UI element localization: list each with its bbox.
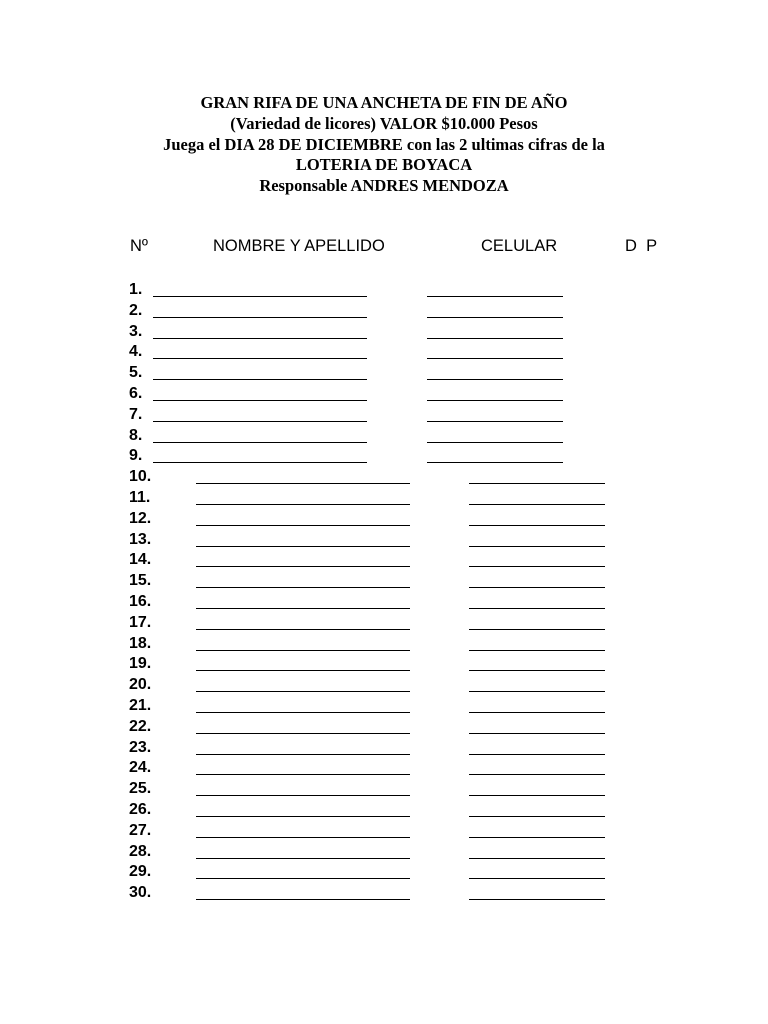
list-item — [0, 571, 768, 592]
list-item — [0, 322, 768, 343]
name-blank-line — [196, 733, 410, 734]
phone-blank-line — [427, 358, 563, 359]
name-blank-line — [153, 442, 367, 443]
name-blank-line — [196, 816, 410, 817]
list-item — [0, 550, 768, 571]
phone-blank-line — [469, 837, 605, 838]
list-item — [0, 842, 768, 863]
phone-blank-line — [469, 774, 605, 775]
list-item — [0, 363, 768, 384]
row-number: 7. — [129, 405, 143, 423]
list-item — [0, 738, 768, 759]
name-blank-line — [153, 358, 367, 359]
name-blank-line — [196, 691, 410, 692]
lottery-name-line: LOTERIA DE BOYACA — [295, 155, 473, 175]
phone-blank-line — [469, 629, 605, 630]
draw-date-line: Juega el DIA 28 DE DICIEMBRE con las 2 ultimas cifras de la — [163, 134, 605, 154]
list-item — [0, 821, 768, 842]
row-number: 27. — [129, 821, 152, 839]
name-blank-line — [196, 566, 410, 567]
name-blank-line — [153, 317, 367, 318]
list-item — [0, 384, 768, 405]
phone-blank-line — [469, 691, 605, 692]
row-number: 15. — [129, 572, 152, 590]
list-item — [0, 654, 768, 675]
phone-blank-line — [469, 650, 605, 651]
phone-blank-line — [469, 733, 605, 734]
name-blank-line — [196, 837, 410, 838]
list-item — [0, 883, 768, 904]
name-blank-line — [196, 483, 410, 484]
name-blank-line — [196, 504, 410, 505]
list-item — [0, 779, 768, 800]
phone-blank-line — [469, 899, 605, 900]
column-number: Nº — [130, 237, 148, 255]
row-number: 6. — [129, 385, 143, 402]
phone-blank-line — [469, 712, 605, 713]
row-number: 1. — [129, 281, 143, 298]
row-number: 9. — [129, 447, 143, 465]
list-item — [0, 717, 768, 738]
row-number: 25. — [129, 780, 152, 798]
row-number: 21. — [129, 697, 152, 714]
phone-blank-line — [469, 670, 605, 671]
phone-blank-line — [469, 483, 605, 484]
phone-blank-line — [469, 525, 605, 526]
name-blank-line — [196, 608, 410, 609]
list-item — [0, 446, 768, 467]
list-item — [0, 675, 768, 696]
row-number: 23. — [129, 738, 152, 756]
phone-blank-line — [427, 338, 563, 339]
name-blank-line — [196, 587, 410, 588]
list-item — [0, 280, 768, 301]
row-number: 30. — [129, 884, 152, 902]
row-number: 14. — [129, 551, 152, 569]
phone-blank-line — [469, 546, 605, 547]
phone-blank-line — [427, 442, 563, 443]
row-number: 10. — [129, 468, 152, 486]
phone-blank-line — [469, 504, 605, 505]
name-blank-line — [196, 774, 410, 775]
phone-blank-line — [469, 566, 605, 567]
list-item — [0, 862, 768, 883]
list-item — [0, 634, 768, 655]
list-item — [0, 342, 768, 363]
list-item — [0, 467, 768, 488]
row-number: 19. — [129, 655, 152, 673]
name-blank-line — [196, 650, 410, 651]
name-blank-line — [196, 858, 410, 859]
row-number: 24. — [129, 759, 152, 777]
row-number: 2. — [129, 301, 143, 319]
phone-blank-line — [469, 878, 605, 879]
name-blank-line — [196, 712, 410, 713]
row-number: 3. — [129, 322, 143, 340]
name-blank-line — [196, 546, 410, 547]
list-item — [0, 509, 768, 530]
row-number: 18. — [129, 634, 152, 652]
phone-blank-line — [427, 296, 563, 297]
name-blank-line — [196, 754, 410, 755]
name-blank-line — [153, 421, 367, 422]
name-blank-line — [153, 338, 367, 339]
phone-blank-line — [427, 379, 563, 380]
list-item — [0, 613, 768, 634]
phone-blank-line — [427, 317, 563, 318]
phone-blank-line — [469, 795, 605, 796]
list-item — [0, 488, 768, 509]
subtitle-price-line: (Variedad de licores) VALOR $10.000 Pesos — [230, 113, 538, 133]
name-blank-line — [153, 462, 367, 463]
name-blank-line — [196, 525, 410, 526]
row-number: 5. — [129, 364, 143, 382]
phone-blank-line — [469, 608, 605, 609]
list-item — [0, 758, 768, 779]
phone-blank-line — [469, 816, 605, 817]
column-headers — [0, 237, 768, 259]
phone-blank-line — [427, 400, 563, 401]
list-item — [0, 800, 768, 821]
column-name: NOMBRE Y APELLIDO — [213, 237, 385, 255]
title-line: GRAN RIFA DE UNA ANCHETA DE FIN DE AÑO — [200, 93, 568, 112]
row-number: 29. — [129, 863, 152, 881]
responsible-line: Responsable ANDRES MENDOZA — [259, 176, 509, 196]
list-item — [0, 696, 768, 717]
name-blank-line — [196, 878, 410, 879]
phone-blank-line — [469, 754, 605, 755]
name-blank-line — [196, 795, 410, 796]
column-phone: CELULAR — [481, 237, 558, 255]
row-number: 16. — [129, 593, 152, 610]
name-blank-line — [153, 296, 367, 297]
phone-blank-line — [469, 587, 605, 588]
column-dp: D P — [625, 237, 658, 255]
row-number: 11. — [129, 489, 151, 506]
phone-blank-line — [427, 462, 563, 463]
list-item — [0, 530, 768, 551]
row-number: 8. — [129, 426, 143, 444]
name-blank-line — [153, 400, 367, 401]
row-number: 22. — [129, 717, 152, 735]
list-item — [0, 592, 768, 613]
row-number: 26. — [129, 801, 152, 818]
list-item — [0, 426, 768, 447]
row-number: 4. — [129, 343, 143, 361]
phone-blank-line — [469, 858, 605, 859]
list-item — [0, 301, 768, 322]
phone-blank-line — [427, 421, 563, 422]
list-item — [0, 405, 768, 426]
name-blank-line — [196, 629, 410, 630]
name-blank-line — [196, 670, 410, 671]
row-number: 17. — [129, 613, 152, 631]
row-number: 13. — [129, 530, 152, 548]
name-blank-line — [153, 379, 367, 380]
row-number: 28. — [129, 842, 152, 860]
row-number: 20. — [129, 676, 152, 694]
raffle-header — [0, 93, 768, 197]
row-number: 12. — [129, 509, 152, 527]
name-blank-line — [196, 899, 410, 900]
